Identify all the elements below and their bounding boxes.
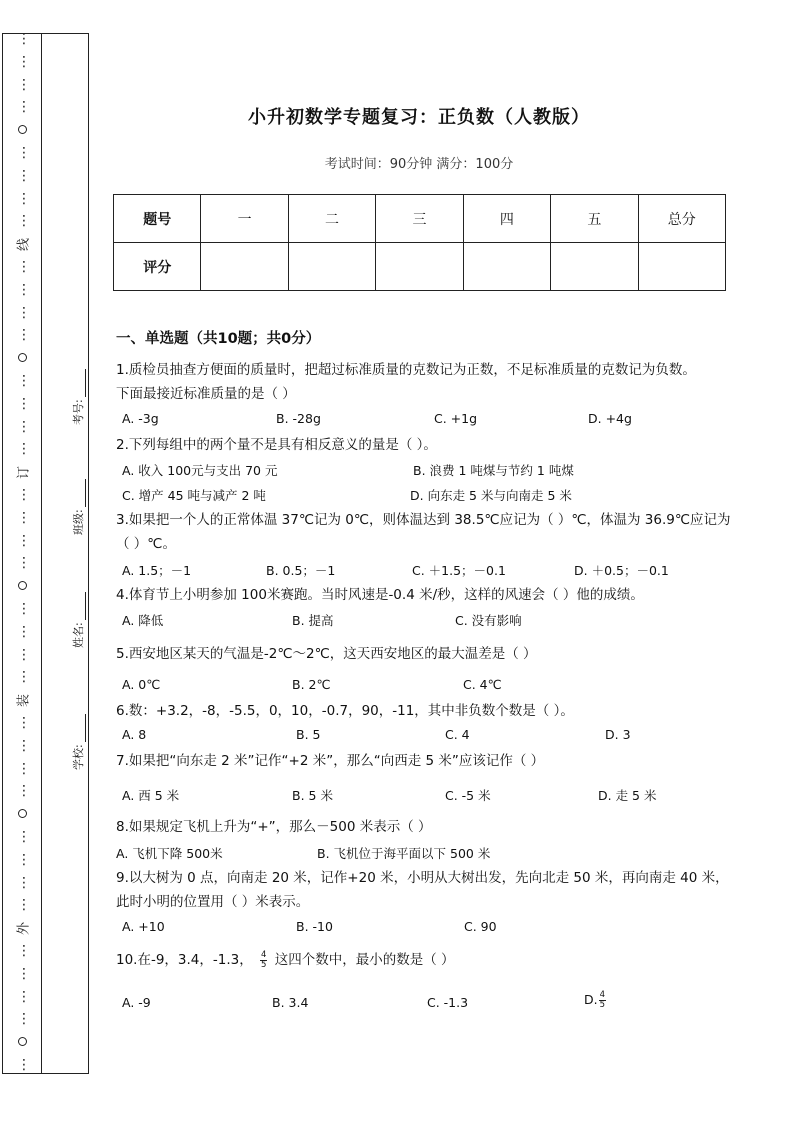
score-table-cell: 总分: [638, 195, 725, 243]
cut-circle: [18, 809, 27, 818]
fraction-four-fifths: [260, 951, 267, 970]
question-9-option-a[interactable]: A. +10: [122, 919, 165, 934]
binding-word: 线: [16, 238, 32, 252]
question-7-option-c[interactable]: C. -5 米: [445, 788, 491, 803]
fraction-denominator: 5: [261, 959, 267, 970]
question-1-option-b[interactable]: B. -28g: [276, 411, 321, 426]
cut-dots: ⋮: [17, 623, 31, 640]
cut-circle-mark: [14, 125, 34, 134]
score-input-cell[interactable]: [288, 243, 375, 291]
question-8-line-1: 8.如果规定飞机上升为“+”，那么－500 米表示（ ）: [116, 819, 432, 835]
question-7-option-a[interactable]: A. 西 5 米: [122, 788, 180, 803]
cut-dots: ⋮: [17, 99, 31, 116]
cut-dots: ⋮: [17, 395, 31, 412]
option-d-numerator: 4: [599, 990, 606, 1000]
question-3-option-c[interactable]: C. ＋1.5；－0.1: [412, 563, 506, 578]
cut-dots: ⋮: [17, 53, 31, 70]
question-2-option-a[interactable]: A. 收入 100元与支出 70 元: [122, 463, 278, 478]
page-title: 小升初数学专题复习：正负数（人教版）: [248, 107, 590, 128]
cut-dots: ⋮: [17, 167, 31, 184]
score-table-score-row: [114, 243, 726, 291]
fraction-numerator: 4: [261, 949, 267, 960]
question-4-option-b[interactable]: B. 提高: [292, 613, 334, 628]
cut-dots: ⋮: [17, 601, 31, 617]
cut-dots: ⋮: [17, 555, 31, 572]
class-line: [74, 479, 86, 507]
cut-dots: ⋮: [17, 988, 31, 1005]
school-label: 学校:: [72, 744, 85, 770]
cut-dots: ⋮: [17, 213, 31, 230]
question-2-option-c[interactable]: C. 增产 45 吨与减产 2 吨: [122, 488, 266, 503]
cut-dots: ⋮: [17, 281, 31, 298]
question-6-option-b[interactable]: B. 5: [296, 727, 321, 742]
score-table-cell: 三: [376, 195, 463, 243]
cut-dots: ⋮: [17, 304, 31, 321]
score-input-cell[interactable]: [638, 243, 725, 291]
option-d-denominator: 5: [599, 1000, 606, 1010]
question-7-option-b[interactable]: B. 5 米: [292, 788, 333, 803]
score-table-cell: 题号: [114, 195, 201, 243]
question-1-option-c[interactable]: C. +1g: [434, 411, 478, 426]
score-input-cell[interactable]: [551, 243, 638, 291]
question-5-line-1: 5.西安地区某天的气温是-2℃～2℃，这天西安地区的最大温差是（ ）: [116, 646, 537, 662]
cut-circle-mark: [14, 1037, 34, 1046]
score-table: [113, 194, 726, 291]
question-2-option-d[interactable]: D. 向东走 5 米与向南走 5 米: [410, 488, 572, 503]
question-4-option-a[interactable]: A. 降低: [122, 613, 164, 628]
cut-dots: ⋮: [17, 327, 31, 344]
binding-word: 装: [16, 694, 32, 708]
score-table-cell: 评分: [114, 243, 201, 291]
cut-dots: ⋮: [17, 31, 31, 47]
cut-circle-mark: [14, 809, 34, 818]
cut-dots: ⋮: [17, 532, 31, 549]
name-field: [70, 592, 86, 648]
cut-dots: ⋮: [17, 646, 31, 663]
exam-info: 考试时间：90分钟 满分：100分: [324, 157, 514, 172]
cut-dots: ⋮: [17, 259, 31, 275]
option-d-fraction: [599, 991, 606, 1010]
cut-dots: ⋮: [17, 190, 31, 207]
cut-dots: ⋮: [17, 943, 31, 959]
question-5-option-a[interactable]: A. 0℃: [122, 677, 161, 692]
question-4-option-c[interactable]: C. 没有影响: [455, 613, 522, 628]
question-8-option-a[interactable]: A. 飞机下降 500米: [116, 846, 223, 861]
question-6-line-1: 6.数：+3.2，-8，-5.5，0，10，-0.7，90，-11，其中非负数个数是（ ）。: [116, 703, 574, 719]
cut-circle: [18, 353, 27, 362]
question-4-line-1: 4.体育节上小明参加 100米赛跑。当时风速是-0.4 米/秒，这样的风速会（ ）他的成绩。: [116, 587, 644, 603]
score-input-cell[interactable]: [376, 243, 463, 291]
cut-dots: ⋮: [17, 783, 31, 800]
score-table-cell: 二: [288, 195, 375, 243]
question-2-option-b[interactable]: B. 浪费 1 吨煤与节约 1 吨煤: [413, 463, 574, 478]
cut-dots: ⋮: [17, 145, 31, 161]
question-9-line-1: 9.以大树为 0 点，向南走 20 米，记作+20 米，小明从大树出发，先向北走 50 米，再向南走 40 米，: [116, 870, 729, 886]
cut-dots: ⋮: [17, 441, 31, 458]
question-9-line-2: 此时小明的位置用（ ）米表示。: [116, 894, 310, 910]
question-10-prefix: 10.在-9，3.4，-1.3，: [116, 952, 253, 968]
name-label: 姓名:: [72, 622, 85, 648]
cut-dots: ⋮: [17, 874, 31, 891]
exam-number-label: 考号:: [72, 399, 85, 425]
cut-dots: ⋮: [17, 669, 31, 686]
question-3-option-a[interactable]: A. 1.5；－1: [122, 563, 192, 578]
question-2-line-1: 2.下列每组中的两个量不是具有相反意义的量是（ ）。: [116, 437, 437, 453]
cut-dots: ⋮: [17, 509, 31, 526]
exam-number-line: [74, 369, 86, 397]
binding-word: 订: [16, 466, 32, 480]
question-3-line-2: （ ）℃。: [116, 536, 176, 552]
cut-circle-mark: [14, 581, 34, 590]
cut-dots: ⋮: [17, 1011, 31, 1028]
score-table-cell: 四: [463, 195, 550, 243]
cut-dots: ⋮: [17, 1057, 31, 1073]
score-table-cell: 五: [551, 195, 638, 243]
cut-circle: [18, 1037, 27, 1046]
cut-dots: ⋮: [17, 897, 31, 914]
question-5-option-c[interactable]: C. 4℃: [463, 677, 502, 692]
question-6-option-d[interactable]: D. 3: [605, 727, 631, 742]
cut-dots: ⋮: [17, 76, 31, 93]
exam-number-field: [70, 369, 86, 425]
cut-dots: ⋮: [17, 760, 31, 777]
cut-dots: ⋮: [17, 851, 31, 868]
cut-circle: [18, 581, 27, 590]
question-9-option-b[interactable]: B. -10: [296, 919, 333, 934]
cut-dots: ⋮: [17, 418, 31, 435]
question-7-line-1: 7.如果把“向东走 2 米”记作“+2 米”，那么“向西走 5 米”应该记作（ ）: [116, 753, 545, 769]
question-1-option-d[interactable]: D. +4g: [588, 411, 632, 426]
question-1-line-2: 下面最接近标准质量的是（ ）: [116, 386, 296, 402]
binding-word: 外: [16, 922, 32, 936]
question-10-option-d[interactable]: [584, 991, 609, 1010]
question-8-option-b[interactable]: B. 飞机位于海平面以下 500 米: [317, 846, 491, 861]
score-input-cell[interactable]: [201, 243, 288, 291]
cut-dots: ⋮: [17, 373, 31, 389]
question-7-option-d[interactable]: D. 走 5 米: [598, 788, 657, 803]
section-title: 一、单选题（共10题；共0分）: [116, 331, 321, 347]
question-10-option-b[interactable]: B. 3.4: [272, 995, 309, 1010]
school-field: [70, 714, 86, 770]
cut-dots: ⋮: [17, 965, 31, 982]
score-input-cell[interactable]: [463, 243, 550, 291]
question-10-line-1: [116, 948, 726, 972]
question-3-line-1: 3.如果把一个人的正常体温 37℃记为 0℃，则体温达到 38.5℃应记为（ ）℃，体温为 36.9℃应记为: [116, 512, 731, 528]
question-9-option-c[interactable]: C. 90: [464, 919, 497, 934]
question-6-option-c[interactable]: C. 4: [445, 727, 470, 742]
cut-circle-mark: [14, 353, 34, 362]
question-6-option-a[interactable]: A. 8: [122, 727, 147, 742]
question-3-option-d[interactable]: D. ＋0.5；－0.1: [574, 563, 669, 578]
school-line: [74, 714, 86, 742]
question-1-option-a[interactable]: A. -3g: [122, 411, 159, 426]
cut-dots: ⋮: [17, 715, 31, 731]
question-10-option-a[interactable]: A. -9: [122, 995, 151, 1010]
score-table-cell: 一: [201, 195, 288, 243]
question-3-option-b[interactable]: B. 0.5；－1: [266, 563, 336, 578]
class-label: 班级:: [72, 509, 85, 535]
question-1-line-1: 1.质检员抽查方便面的质量时，把超过标准质量的克数记为正数，不足标准质量的克数记为负数。: [116, 362, 696, 378]
question-5-option-b[interactable]: B. 2℃: [292, 677, 331, 692]
cut-circle: [18, 125, 27, 134]
class-field: [70, 479, 86, 535]
question-10-option-c[interactable]: C. -1.3: [427, 995, 469, 1010]
binding-divider: [41, 34, 42, 1073]
question-10-option-d-label: D.: [584, 992, 598, 1007]
cut-dots: ⋮: [17, 487, 31, 503]
cut-dots: ⋮: [17, 737, 31, 754]
cut-dots: ⋮: [17, 829, 31, 845]
name-line: [74, 592, 86, 620]
score-table-header-row: [114, 195, 726, 243]
binding-strip: [2, 33, 89, 1074]
question-10-suffix: 这四个数中，最小的数是（ ）: [274, 952, 455, 968]
